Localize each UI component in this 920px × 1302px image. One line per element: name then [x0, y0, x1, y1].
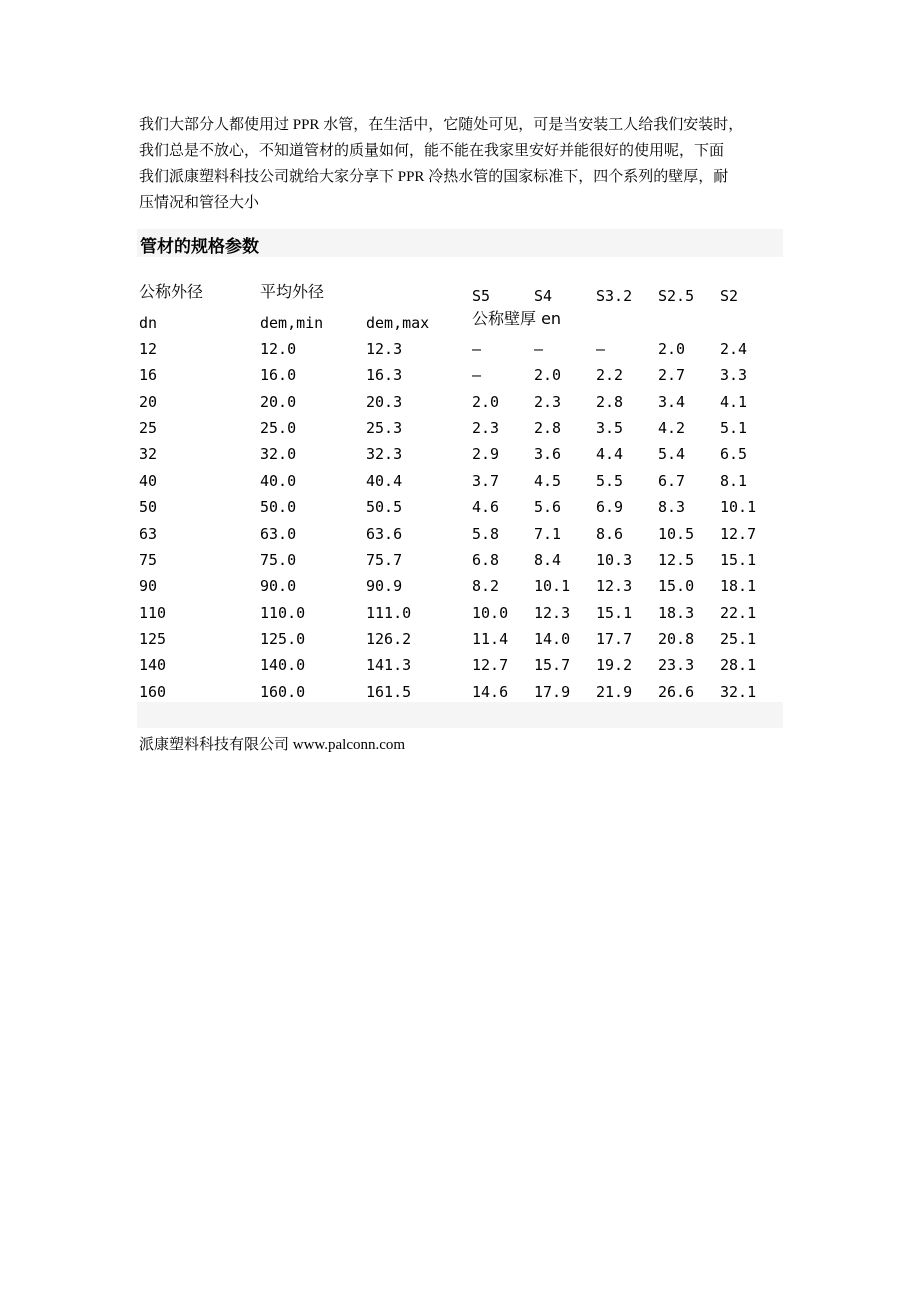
cell-s2: 6.5: [720, 445, 748, 464]
cell-dem-min: 125.0: [260, 629, 306, 648]
cell-s2: 22.1: [720, 603, 757, 622]
cell-s4: 2.3: [534, 392, 562, 411]
intro-paragraph: [139, 112, 789, 216]
cell-s2: 3.3: [720, 366, 748, 385]
cell-s5: 2.9: [472, 445, 500, 464]
cell-s2: 32.1: [720, 682, 757, 701]
header-dem-min: dem,min: [260, 314, 324, 332]
cell-dn: 20: [139, 392, 158, 411]
cell-dem-min: 75.0: [260, 550, 297, 569]
cell-s3-2: 2.2: [596, 366, 624, 385]
cell-s2-5: 8.3: [658, 498, 686, 517]
header-mean-od: 平均外径: [260, 282, 325, 301]
cell-dn: 12: [139, 340, 158, 358]
cell-dem-max: 12.3: [366, 340, 403, 358]
cell-s4: 17.9: [534, 682, 571, 701]
header-series-s2-5: S2.5: [658, 287, 695, 305]
cell-s4: 15.7: [534, 656, 571, 675]
cell-s3-2: 3.5: [596, 419, 624, 438]
cell-dn: 32: [139, 445, 158, 464]
cell-s2-5: 3.4: [658, 392, 686, 411]
cell-s4: 12.3: [534, 603, 571, 622]
header-wall-thickness: 公称壁厚 en: [472, 309, 562, 328]
intro-line: 我们总是不放心，不知道管材的质量如何，能不能在我家里安好并能很好的使用呢，下面: [139, 143, 725, 159]
cell-s2: 15.1: [720, 550, 757, 569]
cell-s5: 6.8: [472, 550, 500, 569]
cell-s2-5: 12.5: [658, 550, 695, 569]
cell-s2: 5.1: [720, 419, 748, 438]
cell-dem-min: 160.0: [260, 682, 306, 701]
cell-s4: 10.1: [534, 577, 571, 596]
cell-dem-max: 32.3: [366, 445, 403, 464]
cell-s2: 12.7: [720, 524, 757, 543]
cell-s4: 8.4: [534, 550, 562, 569]
cell-s2: 25.1: [720, 629, 757, 648]
cell-dem-max: 90.9: [366, 577, 403, 596]
cell-s3-2: 17.7: [596, 629, 633, 648]
cell-dem-max: 16.3: [366, 366, 403, 385]
cell-dn: 75: [139, 550, 158, 569]
cell-s2-5: 20.8: [658, 629, 695, 648]
cell-dn: 16: [139, 366, 158, 385]
footer-company: 派康塑料科技有限公司 www.palconn.com: [139, 737, 406, 753]
cell-s3-2: 21.9: [596, 682, 633, 701]
cell-dn: 125: [139, 629, 167, 648]
cell-s3-2: 10.3: [596, 550, 633, 569]
cell-s4: 3.6: [534, 445, 562, 464]
cell-dem-max: 25.3: [366, 419, 403, 438]
cell-dem-min: 110.0: [260, 603, 306, 622]
cell-s3-2: 15.1: [596, 603, 633, 622]
table-bottom-bar: [137, 702, 783, 728]
cell-s4: 2.8: [534, 419, 562, 438]
cell-s3-2: 12.3: [596, 577, 633, 596]
cell-s5: 11.4: [472, 629, 509, 648]
cell-s2-5: 18.3: [658, 603, 695, 622]
cell-s5: 10.0: [472, 603, 509, 622]
cell-dem-max: 161.5: [366, 682, 412, 701]
cell-s2: 10.1: [720, 498, 757, 517]
cell-dem-min: 32.0: [260, 445, 297, 464]
cell-dn: 50: [139, 498, 158, 517]
cell-s2: 2.4: [720, 340, 748, 358]
header-series-s4: S4: [534, 287, 553, 305]
intro-line: 我们派康塑料科技公司就给大家分享下 PPR 冷热水管的国家标准下，四个系列的壁厚，耐: [139, 169, 729, 185]
cell-s5: 14.6: [472, 682, 509, 701]
cell-s2: 28.1: [720, 656, 757, 675]
section-header-bar: [137, 229, 783, 257]
cell-dem-min: 40.0: [260, 471, 297, 490]
cell-s5: 4.6: [472, 498, 500, 517]
cell-s4: —: [534, 340, 544, 358]
cell-dem-max: 126.2: [366, 629, 412, 648]
cell-dem-min: 25.0: [260, 419, 297, 438]
cell-dem-max: 20.3: [366, 392, 403, 411]
cell-dn: 160: [139, 682, 167, 701]
cell-s2-5: 5.4: [658, 445, 686, 464]
cell-dem-max: 40.4: [366, 471, 403, 490]
cell-s2: 4.1: [720, 392, 748, 411]
cell-dem-min: 20.0: [260, 392, 297, 411]
header-series-s2: S2: [720, 287, 739, 305]
cell-s4: 7.1: [534, 524, 562, 543]
cell-s2-5: 15.0: [658, 577, 695, 596]
cell-dem-max: 63.6: [366, 524, 403, 543]
cell-dn: 90: [139, 577, 158, 596]
cell-dn: 63: [139, 524, 158, 543]
intro-line: 我们大部分人都使用过 PPR 水管，在生活中，它随处可见，可是当安装工人给我们安装时，: [139, 117, 744, 133]
cell-s2-5: 2.7: [658, 366, 686, 385]
cell-dem-max: 50.5: [366, 498, 403, 517]
header-series-s5: S5: [472, 287, 491, 305]
cell-s4: 14.0: [534, 629, 571, 648]
header-series-s3-2: S3.2: [596, 287, 633, 305]
cell-dem-max: 141.3: [366, 656, 412, 675]
cell-dem-min: 12.0: [260, 340, 297, 358]
cell-dem-max: 75.7: [366, 550, 403, 569]
cell-dem-min: 63.0: [260, 524, 297, 543]
cell-s2-5: 2.0: [658, 340, 686, 358]
cell-s4: 4.5: [534, 471, 562, 490]
cell-s2-5: 26.6: [658, 682, 695, 701]
cell-s2-5: 10.5: [658, 524, 695, 543]
cell-dem-min: 90.0: [260, 577, 297, 596]
cell-s2: 8.1: [720, 471, 748, 490]
cell-s2-5: 23.3: [658, 656, 695, 675]
cell-s5: 12.7: [472, 656, 509, 675]
cell-s3-2: 8.6: [596, 524, 624, 543]
cell-dn: 40: [139, 471, 158, 490]
cell-dn: 140: [139, 656, 167, 675]
cell-s5: 2.0: [472, 392, 500, 411]
cell-s5: 2.3: [472, 419, 500, 438]
cell-s2-5: 6.7: [658, 471, 686, 490]
section-title: 管材的规格参数: [140, 237, 259, 257]
cell-s3-2: 19.2: [596, 656, 633, 675]
cell-s2: 18.1: [720, 577, 757, 596]
intro-line: 压情况和管径大小: [139, 195, 260, 211]
header-dn: dn: [139, 314, 158, 332]
cell-dem-max: 111.0: [366, 603, 412, 622]
cell-dem-min: 16.0: [260, 366, 297, 385]
cell-s5: 8.2: [472, 577, 500, 596]
cell-s3-2: —: [596, 340, 606, 358]
cell-s5: —: [472, 340, 482, 358]
cell-s3-2: 5.5: [596, 471, 624, 490]
cell-s5: —: [472, 366, 482, 385]
cell-dem-min: 140.0: [260, 656, 306, 675]
cell-s3-2: 2.8: [596, 392, 624, 411]
header-dem-max: dem,max: [366, 314, 430, 332]
cell-s4: 2.0: [534, 366, 562, 385]
cell-s3-2: 6.9: [596, 498, 624, 517]
cell-s5: 5.8: [472, 524, 500, 543]
cell-s2-5: 4.2: [658, 419, 686, 438]
cell-dem-min: 50.0: [260, 498, 297, 517]
cell-dn: 110: [139, 603, 167, 622]
cell-s5: 3.7: [472, 471, 500, 490]
cell-s4: 5.6: [534, 498, 562, 517]
cell-s3-2: 4.4: [596, 445, 624, 464]
cell-dn: 25: [139, 419, 158, 438]
header-nominal-od: 公称外径: [139, 282, 204, 301]
